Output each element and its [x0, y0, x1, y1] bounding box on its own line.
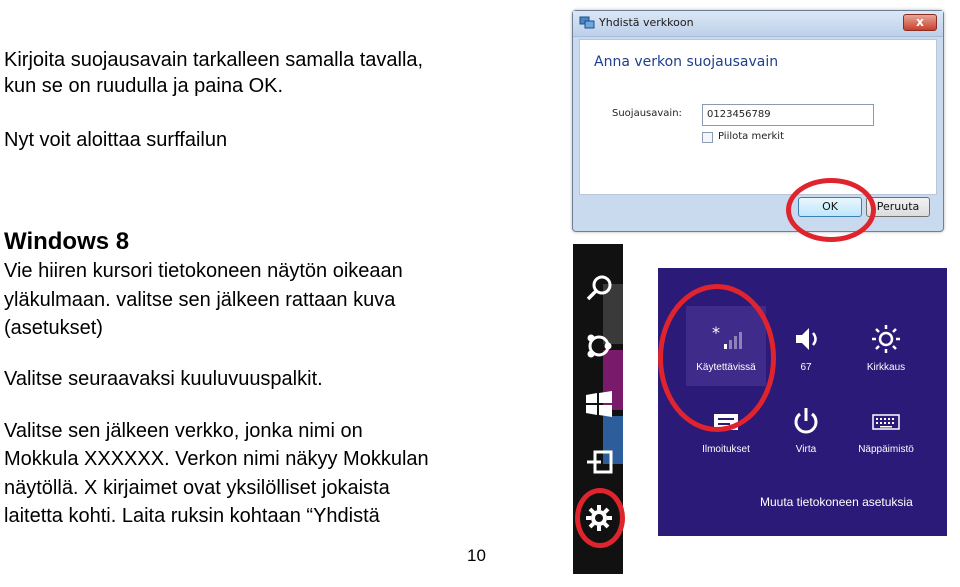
start-icon[interactable] [583, 388, 615, 420]
tile-label: Virta [795, 444, 817, 455]
instruction-line: laitetta kohti. Laita ruksin kohtaan “Yhdistä [4, 505, 380, 527]
background-tiles [603, 284, 623, 464]
close-button[interactable]: x [903, 14, 937, 31]
instruction-line: Mokkula XXXXXX. Verkon nimi näkyy Mokkulan [4, 448, 429, 470]
dialog-titlebar[interactable] [573, 11, 943, 37]
devices-icon[interactable] [583, 446, 615, 478]
dialog-body [579, 39, 937, 195]
tile-power[interactable] [766, 388, 846, 468]
network-icon [579, 16, 595, 30]
ok-button[interactable]: OK [798, 197, 862, 217]
instruction-line: Kirjoita suojausavain tarkalleen samalla tavalla, [4, 49, 424, 71]
change-pc-settings-link[interactable]: Muuta tietokoneen asetuksia [760, 495, 913, 509]
instruction-line: Nyt voit aloittaa surffailun [4, 129, 228, 151]
cancel-button[interactable]: Peruuta [866, 197, 930, 217]
tile-label: Kirkkaus [866, 362, 906, 373]
instruction-line: yläkulmaan. valitse sen jälkeen rattaan kuva [4, 289, 396, 311]
tile-label: Näppäimistö [858, 444, 914, 455]
security-key-input[interactable]: 0123456789 [702, 104, 874, 126]
tile-brightness[interactable] [846, 306, 926, 386]
tile-volume[interactable] [766, 306, 846, 386]
power-icon [790, 406, 822, 436]
instruction-line: Valitse sen jälkeen verkko, jonka nimi on [4, 420, 363, 442]
tile-keyboard[interactable] [846, 388, 926, 468]
keyboard-icon [870, 406, 902, 436]
section-heading: Windows 8 [4, 228, 130, 255]
tile-label: Käytettävissä [696, 362, 756, 373]
highlight-ring-settings [575, 488, 625, 548]
highlight-ring-network [658, 284, 776, 432]
page-number: 10 [467, 546, 486, 565]
instruction-line: Vie hiiren kursori tietokoneen näytön oikeaan [4, 260, 403, 282]
instruction-line: näytöllä. X kirjaimet ovat yksilölliset jokaista [4, 477, 390, 499]
brightness-icon [870, 324, 902, 354]
svg-text:*: * [712, 324, 720, 342]
search-icon[interactable] [583, 272, 615, 304]
hide-characters-checkbox[interactable] [702, 132, 713, 143]
share-icon[interactable] [583, 330, 615, 362]
volume-icon [790, 324, 822, 354]
tile-label: Ilmoitukset [702, 444, 750, 455]
dialog-title: Yhdistä verkkoon [599, 16, 694, 29]
instruction-line: Valitse seuraavaksi kuuluvuuspalkit. [4, 368, 323, 390]
hide-characters-label: Piilota merkit [718, 131, 784, 142]
instruction-line: (asetukset) [4, 317, 103, 339]
tile-label: 67 [800, 362, 812, 373]
security-key-label: Suojausavain: [612, 108, 682, 119]
instruction-line: kun se on ruudulla ja paina OK. [4, 75, 284, 97]
highlight-ring-ok [786, 178, 876, 242]
dialog-heading: Anna verkon suojausavain [594, 54, 779, 70]
